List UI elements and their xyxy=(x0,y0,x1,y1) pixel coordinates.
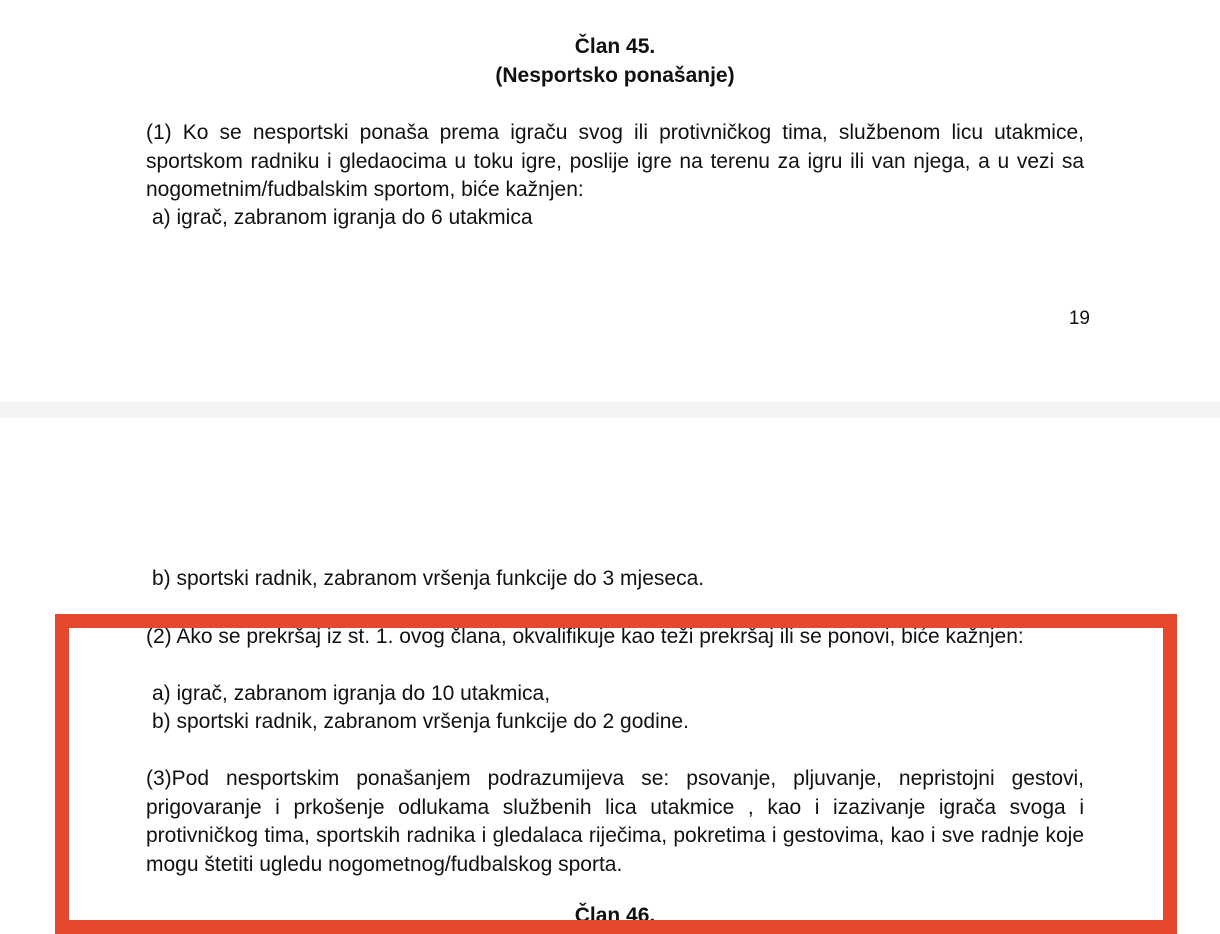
paragraph-2: (2) Ako se prekršaj iz st. 1. ovog člana, okvalifikuje kao teži prekršaj ili se ponovi, biće kažnjen: xyxy=(146,625,1024,648)
paragraph-3: (3)Pod nesportskim ponašanjem podrazumijeva se: psovanje, pljuvanje, nepristojni gestovi, prigovaranje i prkošenje odlukama službenih lica utakmice , kao i izazivanje igrača svoga i protivničkog tima, sportskih radnika i gledalaca riječima, pokretima i gestovima, kao i sve radnje koje mogu štetiti ugledu nogometnog/fudbalskog sporta. xyxy=(146,767,1084,876)
paragraph-2-item-a: a) igrač, zabranom igranja do 10 utakmica, xyxy=(152,682,551,705)
paragraph-1-item-a: a) igrač, zabranom igranja do 6 utakmica xyxy=(152,206,533,229)
paragraph-1-item-b: b) sportski radnik, zabranom vršenja funkcije do 3 mjeseca. xyxy=(152,567,705,590)
paragraph-2-item-b: b) sportski radnik, zabranom vršenja funkcije do 2 godine. xyxy=(152,710,689,733)
page-separator xyxy=(0,402,1220,418)
document-page-top xyxy=(0,0,1220,402)
next-article-title: Član 46. xyxy=(574,904,656,927)
paragraph-1: (1) Ko se nesportski ponaša prema igraču svog ili protivničkog tima, službenom licu utakmice, sportskom radniku i gledaocima u toku igre, poslije igre na terenu za igru ili van njega, a u vezi sa nogometnim/fudbalskim sportom, biće kažnjen: xyxy=(146,121,1084,201)
article-title: Član 45. xyxy=(574,35,656,58)
article-subtitle: (Nesportsko ponašanje) xyxy=(495,64,735,87)
page-number: 19 xyxy=(1068,308,1090,329)
